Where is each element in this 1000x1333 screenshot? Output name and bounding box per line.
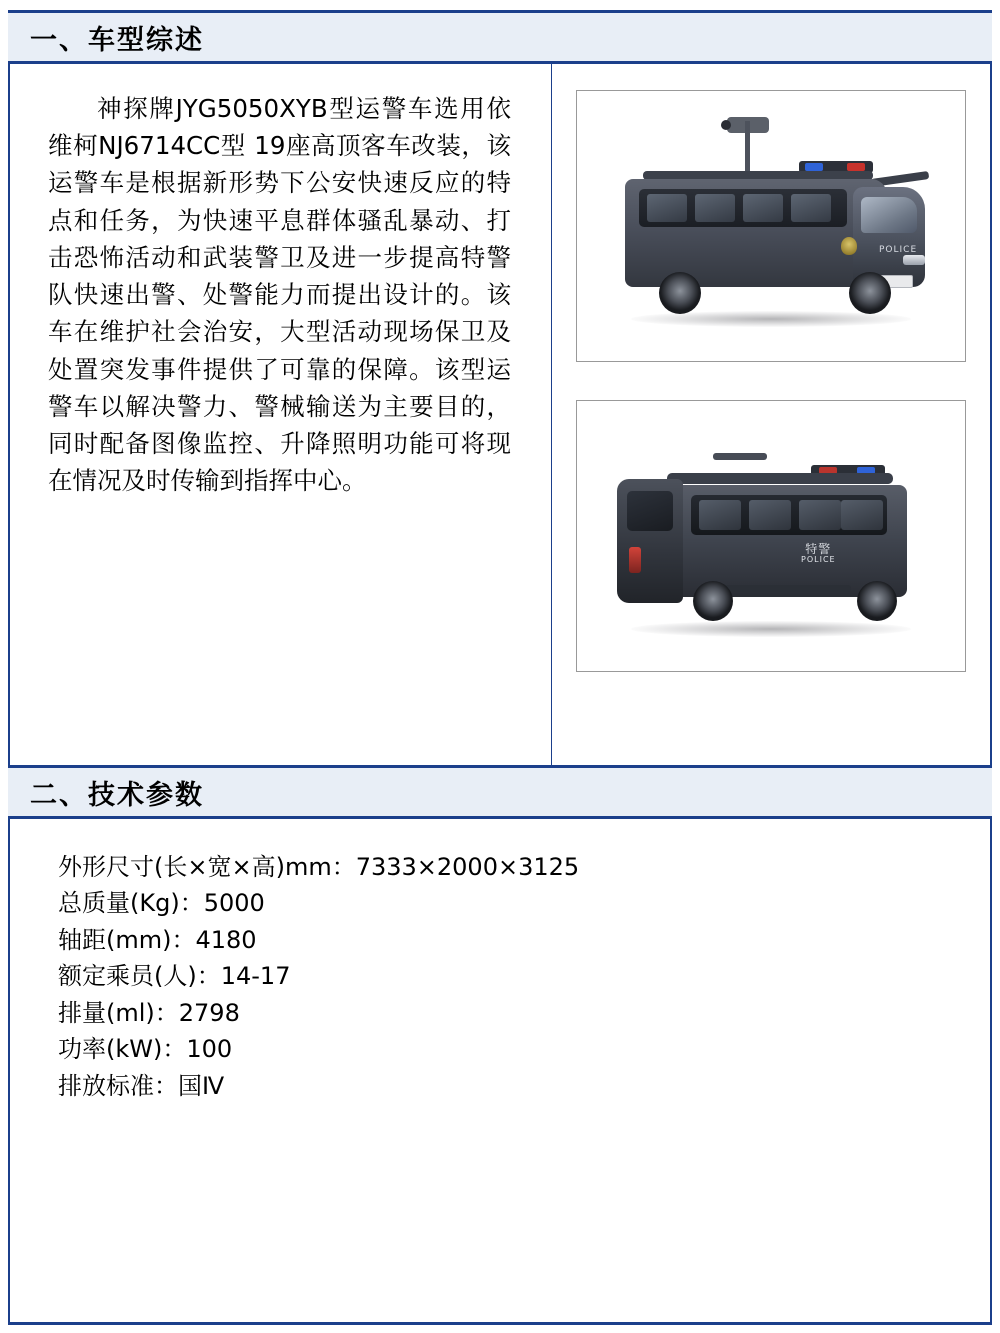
spec-item-emission-standard: 排放标准：国Ⅳ	[58, 1071, 225, 1100]
overview-text-column	[10, 64, 552, 765]
specs-list	[58, 849, 990, 1104]
section-body-specs	[8, 819, 992, 1325]
roof-antenna	[713, 453, 767, 460]
roof-rack	[667, 473, 893, 484]
spec-item-displacement: 排量(ml)：2798	[58, 998, 240, 1027]
spec-item-power: 功率(kW)：100	[58, 1035, 233, 1064]
vehicle-side-marking	[801, 543, 836, 564]
swat-text-marking: 特警	[805, 542, 832, 556]
vehicle-photo-front	[576, 90, 966, 362]
van-front-illustration	[603, 117, 943, 332]
section-body-overview	[8, 64, 992, 765]
headlight	[903, 255, 925, 265]
wheel-rear	[693, 581, 733, 621]
van-windshield	[861, 197, 917, 233]
vehicle-photo-rear	[576, 400, 966, 672]
van-side-windows	[691, 495, 887, 535]
section-header-overview	[8, 10, 992, 64]
spec-item-seating: 额定乘员(人)：14-17	[58, 962, 291, 991]
wheel-rear	[659, 272, 701, 314]
wheel-front	[857, 581, 897, 621]
spec-item-dimensions: 外形尺寸(长×宽×高)mm：7333×2000×3125	[58, 853, 580, 881]
police-emblem-icon	[841, 237, 857, 255]
overview-paragraph: 神探牌JYG5050XYB型运警车选用依维柯NJ6714CC型 19座高顶客车改装，该运警车是根据新形势下公安快速反应的特点和任务，为快速平息群体骚乱暴动、打击恐怖活动和武装警卫及进一步提高特警队快速出警、处警能力而提出设计的。该车在维护社会治安，大型活动现场保卫及处置突发事件提供了可靠的保障。该型运警车以解决警力、警械输送为主要目的，同时配备图像监控、升降照明功能可将现在情况及时传输到指挥中心。	[48, 94, 511, 496]
police-text-marking: POLICE	[801, 554, 836, 564]
police-text-marking: POLICE	[879, 245, 918, 255]
section-title-specs: 二、技术参数	[30, 779, 204, 811]
van-rear-illustration	[605, 435, 939, 635]
rear-window	[627, 491, 673, 531]
overview-image-column	[552, 64, 990, 765]
wheel-front	[849, 272, 891, 314]
spec-item-gross-mass: 总质量(Kg)：5000	[58, 889, 265, 918]
section-title-overview: 一、车型综述	[30, 24, 204, 56]
telescopic-mast	[745, 121, 750, 173]
tail-light	[629, 547, 641, 573]
van-side-windows	[639, 189, 847, 227]
spec-item-wheelbase: 轴距(mm)：4180	[58, 925, 257, 954]
section-header-specs	[8, 765, 992, 819]
